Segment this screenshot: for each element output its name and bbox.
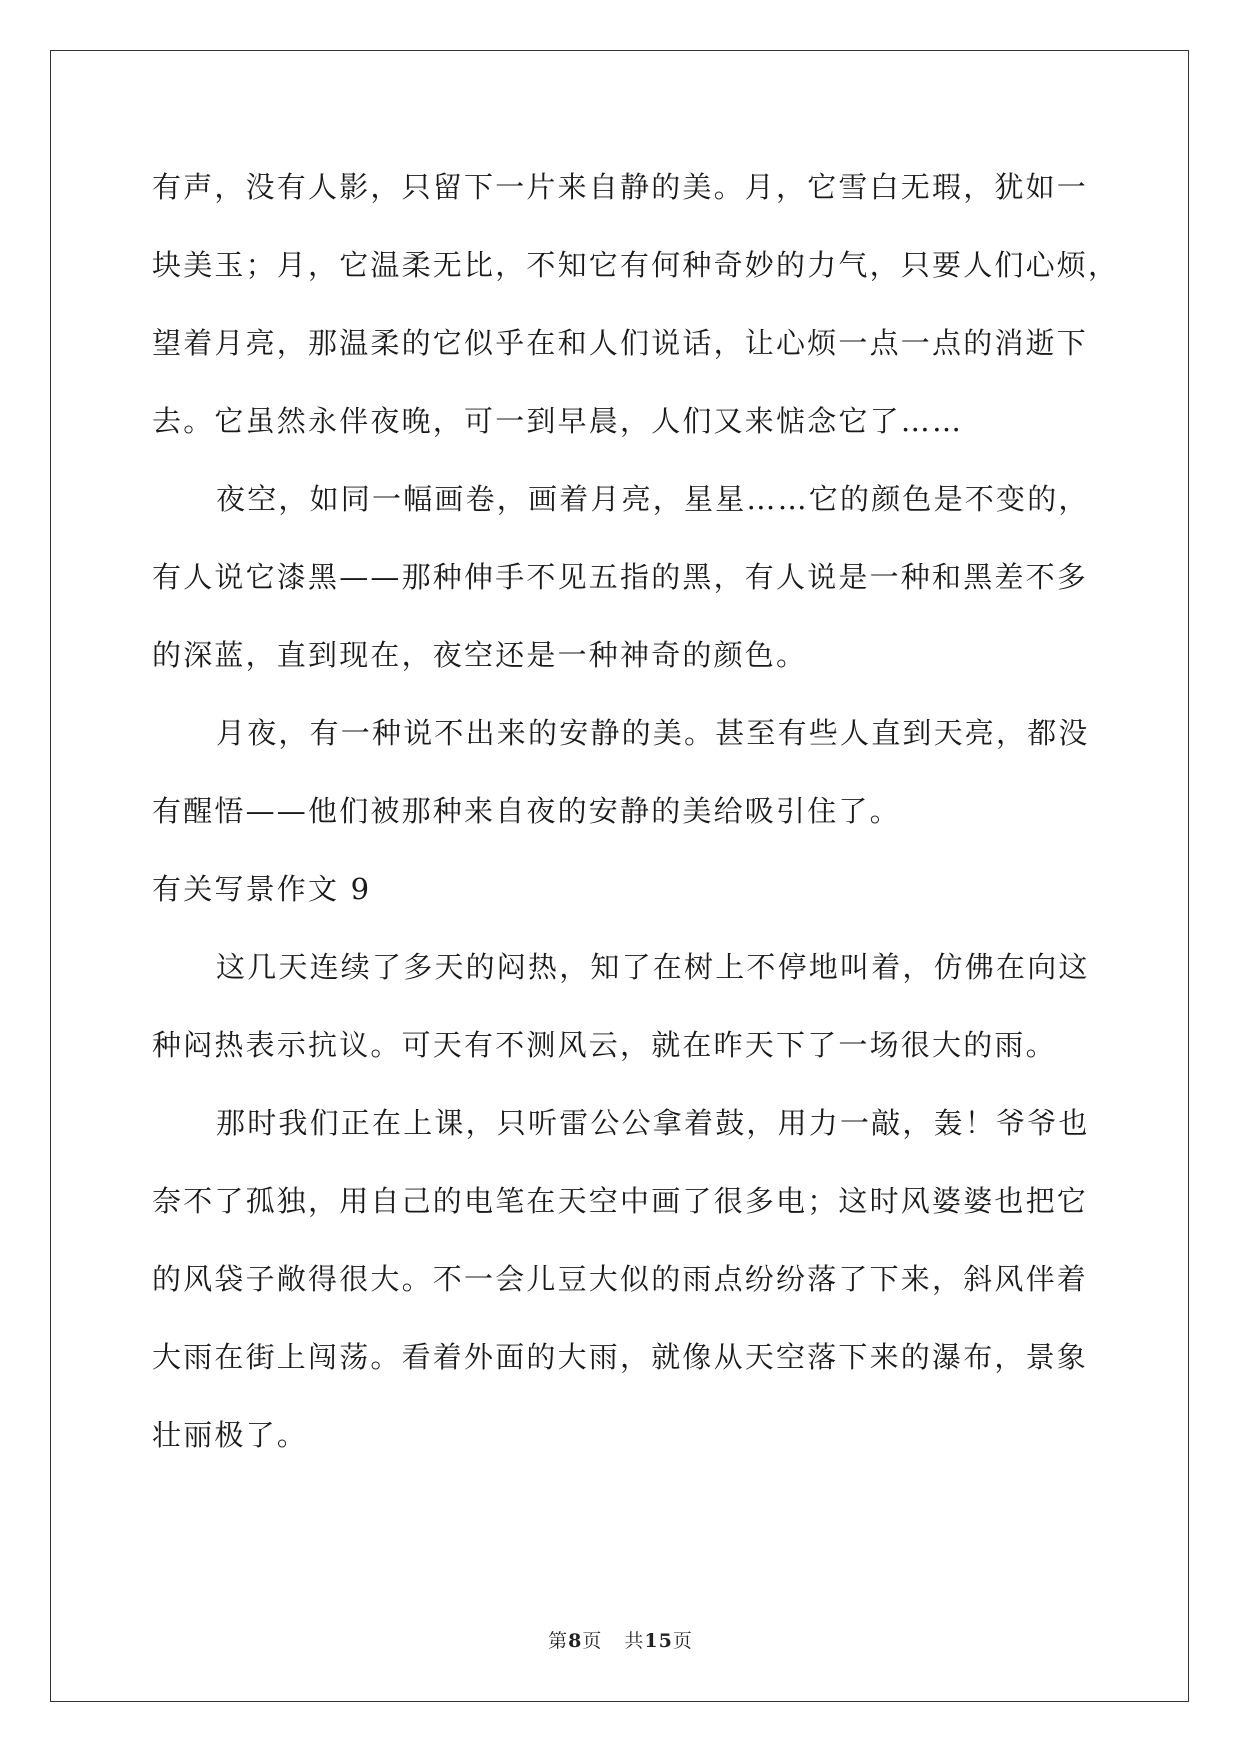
paragraph-start-line: 月夜，有一种说不出来的安静的美。甚至有些人直到天亮，都没 [216, 716, 1090, 750]
page-number: 8 [568, 1630, 583, 1652]
text-line: 有醒悟——他们被那种来自夜的安静的美给吸引住了。 [152, 794, 901, 828]
paragraph-start-line: 夜空，如同一幅画卷，画着月亮，星星……它的颜色是不变的， [216, 482, 1090, 516]
paragraph-start-line: 这几天连续了多天的闷热，知了在树上不停地叫着，仿佛在向这 [216, 950, 1090, 984]
section-heading: 有关写景作文 9 [152, 872, 372, 906]
text-line: 有人说它漆黑——那种伸手不见五指的黑，有人说是一种和黑差不多 [152, 560, 1089, 594]
text-line: 壮丽极了。 [152, 1418, 309, 1452]
text-line: 种闷热表示抗议。可天有不测风云，就在昨天下了一场很大的雨。 [152, 1028, 1057, 1062]
text-line: 奈不了孤独，用自己的电笔在天空中画了很多电；这时风婆婆也把它 [152, 1184, 1089, 1218]
document-body [152, 160, 1120, 1486]
text-line: 去。它虽然永伴夜晚，可一到早晨，人们又来惦念它了…… [152, 404, 964, 438]
page-prefix: 第 [548, 1630, 569, 1652]
total-suffix: 页 [672, 1630, 693, 1652]
text-line: 望着月亮，那温柔的它似乎在和人们说话，让心烦一点一点的消逝下 [152, 326, 1089, 360]
page-footer [0, 1626, 1241, 1653]
text-line: 的深蓝，直到现在，夜空还是一种神奇的颜色。 [152, 638, 808, 672]
text-line: 块美玉；月，它温柔无比，不知它有何种奇妙的力气，只要人们心烦， [152, 248, 1120, 282]
page-suffix: 页 [582, 1630, 603, 1652]
total-pages: 15 [644, 1630, 673, 1652]
total-prefix: 共 [624, 1630, 645, 1652]
paragraph-start-line: 那时我们正在上课，只听雷公公拿着鼓，用力一敲，轰！爷爷也 [216, 1106, 1090, 1140]
text-line: 的风袋子敞得很大。不一会儿豆大似的雨点纷纷落了下来，斜风伴着 [152, 1262, 1089, 1296]
text-line: 大雨在街上闯荡。看着外面的大雨，就像从天空落下来的瀑布，景象 [152, 1340, 1089, 1374]
text-line: 有声，没有人影，只留下一片来自静的美。月，它雪白无瑕，犹如一 [152, 170, 1089, 204]
